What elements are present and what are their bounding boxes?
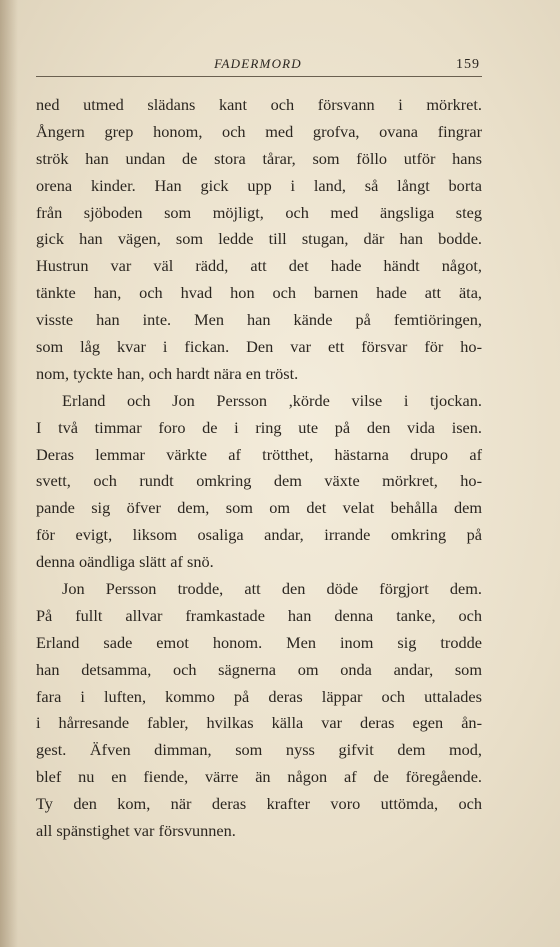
text-line: Erland sade emot honom. Men inom sig trodde [36, 632, 482, 652]
text-line: svett, och rundt omkring dem växte mörkret, ho- [36, 471, 482, 491]
text-line: Ångern grep honom, och med grofva, ovana fingrar [36, 121, 482, 141]
text-line: pande sig öfver dem, som om det velat behålla dem [36, 498, 482, 518]
running-head: FADERMORD [214, 56, 302, 71]
text-line: all spänstighet var försvunnen. [36, 821, 236, 841]
text-line: denna oändliga slätt af snö. [36, 552, 214, 572]
text-line: Deras lemmar värkte af trötthet, hästarna drupo af [36, 444, 482, 464]
text-line: för evigt, liksom osaliga andar, irrande omkring på [36, 525, 482, 545]
text-line: han detsamma, och sägnerna om onda andar, som [36, 659, 482, 679]
text-line: gest. Äfven dimman, som nyss gifvit dem mod, [36, 740, 482, 760]
text-line: Ty den kom, när deras krafter voro uttömda, och [36, 794, 482, 814]
text-line: i hårresande fabler, hvilkas källa var deras egen ån- [36, 713, 482, 733]
text-line: I två timmar foro de i ring ute på den vida isen. [36, 417, 482, 437]
text-line: tänkte han, och hvad hon och barnen hade att äta, [36, 283, 482, 303]
page-number: 159 [456, 57, 480, 72]
text-line: På fullt allvar framkastade han denna tanke, och [36, 605, 482, 625]
spine-shadow [0, 0, 18, 947]
text-line: från sjöboden som möjligt, och med ängsliga steg [36, 202, 482, 222]
text-line: Hustrun var väl rädd, att det hade händt något, [36, 256, 482, 276]
text-line: strök han undan de stora tårar, som föllo utför hans [36, 148, 482, 168]
text-line: fara i luften, kommo på deras läppar och uttalades [36, 686, 482, 706]
text-line: som låg kvar i fickan. Den var ett försvar för ho- [36, 337, 482, 357]
body-text [36, 92, 482, 845]
header-rule [36, 76, 482, 77]
text-line: gick han vägen, som ledde till stugan, där han bodde. [36, 229, 482, 249]
text-line: visste han inte. Men han kände på femtiöringen, [36, 310, 482, 330]
text-line: nom, tyckte han, och hardt nära en tröst. [36, 363, 299, 383]
text-line: Erland och Jon Persson ,körde vilse i tjockan. [62, 390, 482, 410]
text-line: orena kinder. Han gick upp i land, så långt borta [36, 175, 482, 195]
text-line: blef nu en fiende, värre än någon af de föregående. [36, 767, 482, 787]
text-line: Jon Persson trodde, att den döde förgjort dem. [62, 579, 482, 599]
text-line: ned utmed slädans kant och försvann i mörkret. [36, 95, 482, 114]
